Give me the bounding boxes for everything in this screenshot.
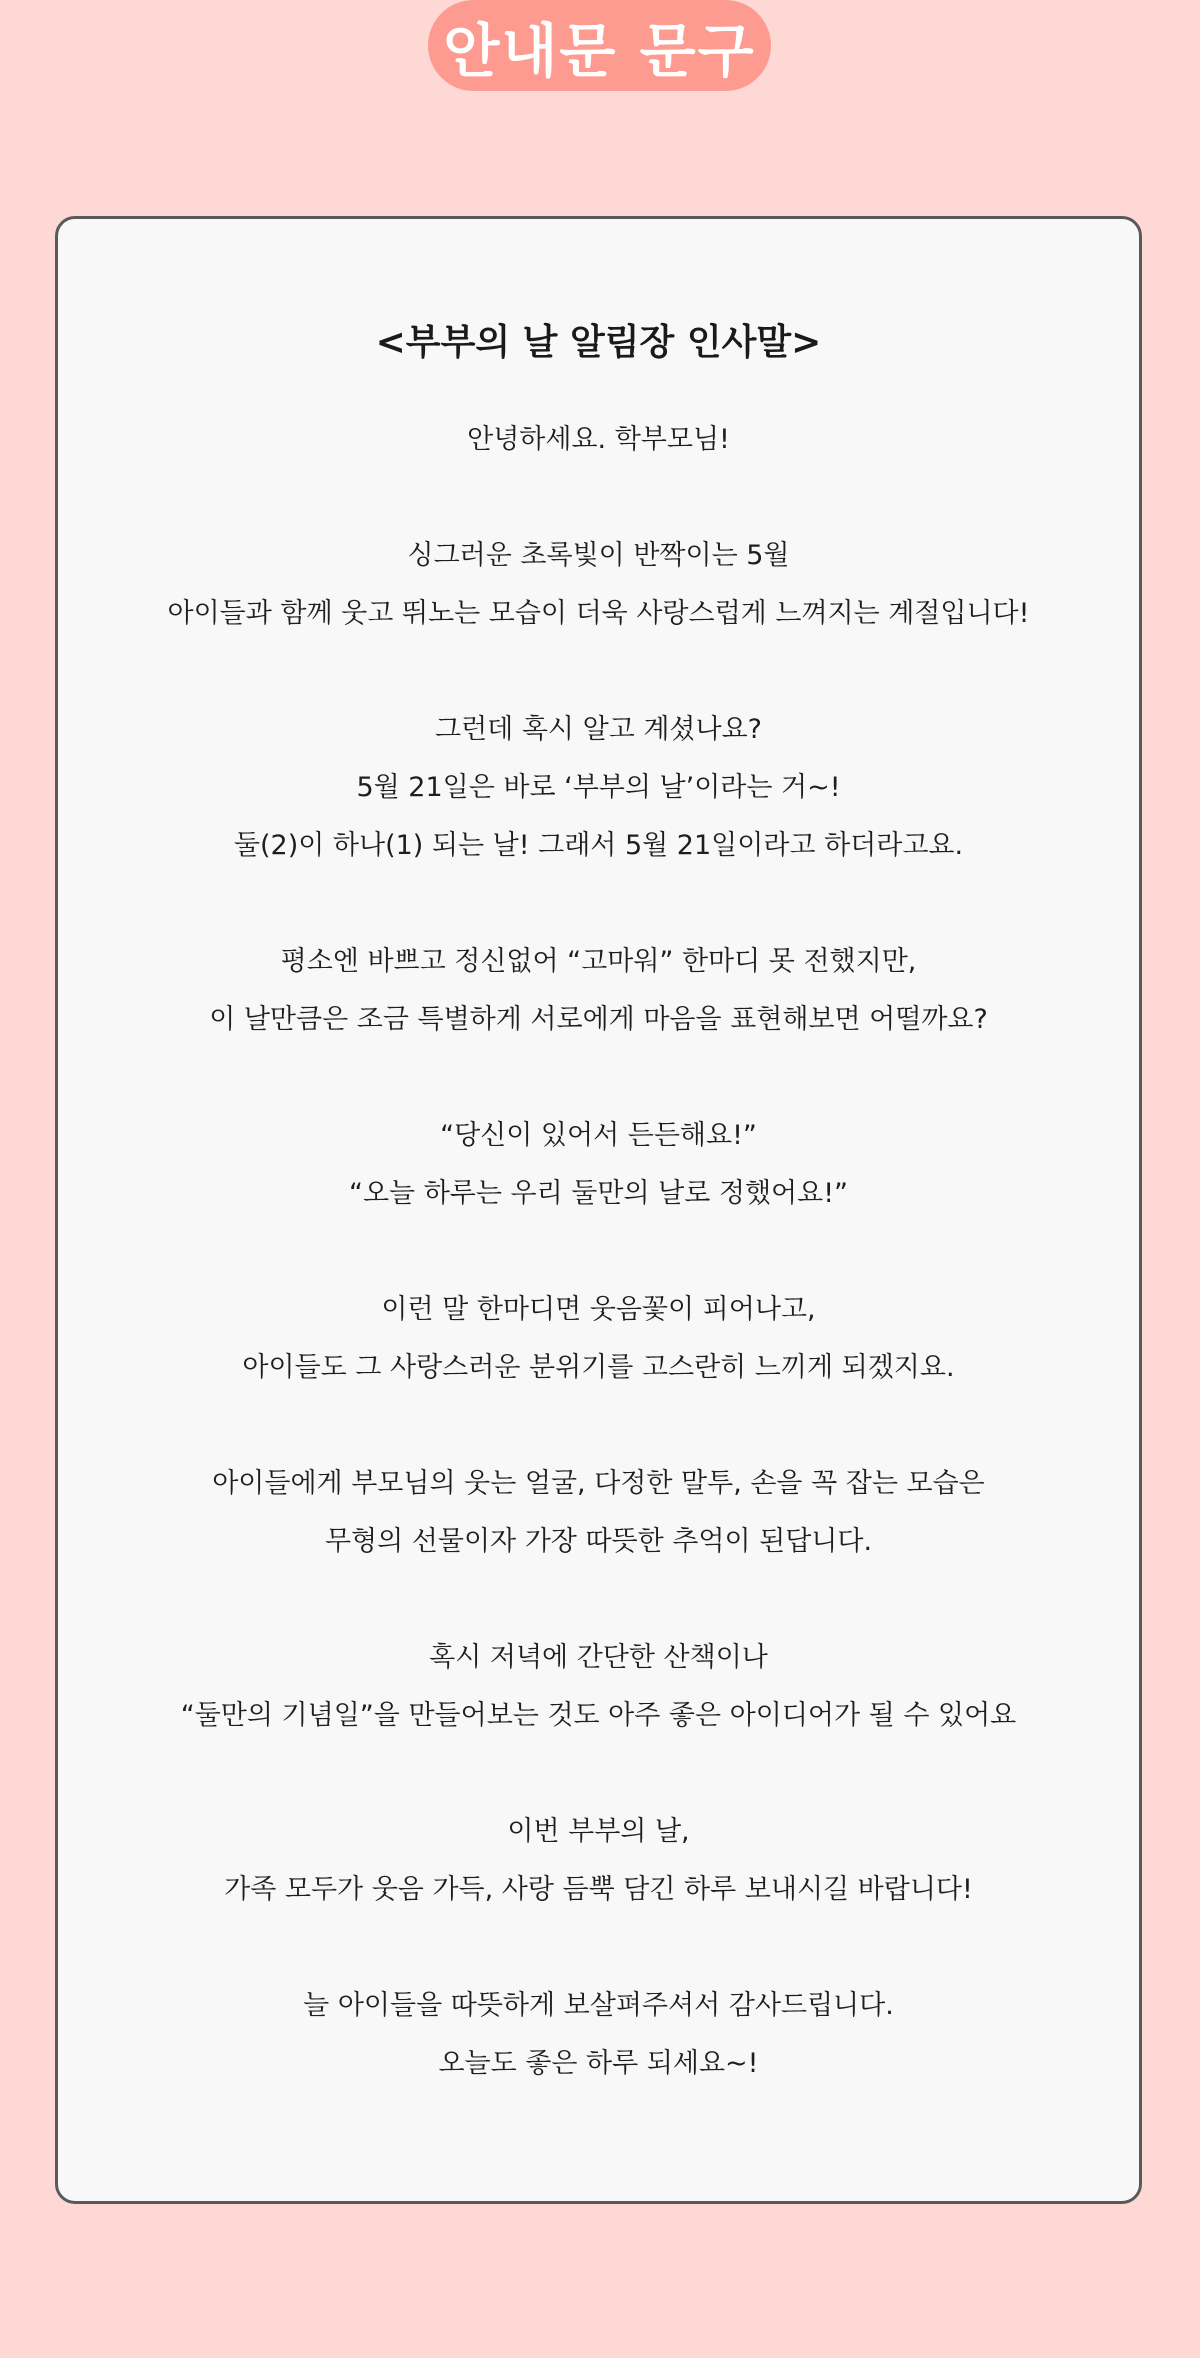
notice-line: 가족 모두가 웃음 가득, 사랑 듬뿍 담긴 하루 보내시길 바랍니다! xyxy=(224,1874,973,1905)
notice-line: 아이들과 함께 웃고 뛰노는 모습이 더욱 사랑스럽게 느껴지는 계절입니다! xyxy=(167,598,1030,629)
paragraph-gap xyxy=(58,1397,1139,1455)
notice-line: 이 날만큼은 조금 특별하게 서로에게 마음을 표현해보면 어떨까요? xyxy=(209,1004,988,1035)
notice-line: 싱그러운 초록빛이 반짝이는 5월 xyxy=(407,540,790,571)
notice-line: 안녕하세요. 학부모님! xyxy=(467,424,730,455)
notice-line: 아이들에게 부모님의 웃는 얼굴, 다정한 말투, 손을 꼭 잡는 모습은 xyxy=(212,1468,985,1499)
notice-line: 혹시 저녁에 간단한 산책이나 xyxy=(429,1642,768,1673)
notice-line: 늘 아이들을 따뜻하게 보살펴주셔서 감사드립니다. xyxy=(303,1990,894,2021)
notice-line: 무형의 선물이자 가장 따뜻한 추억이 된답니다. xyxy=(324,1526,873,1557)
paragraph-gap xyxy=(58,1571,1139,1629)
notice-line: 그런데 혹시 알고 계셨나요? xyxy=(435,714,762,745)
notice-line: 이번 부부의 날, xyxy=(507,1816,690,1847)
notice-title: <부부의 날 알림장 인사말> xyxy=(375,322,822,363)
paragraph-gap xyxy=(58,469,1139,527)
notice-line: 이런 말 한마디면 웃음꽃이 피어나고, xyxy=(381,1294,816,1325)
header-title: 안내문 문구 xyxy=(443,16,756,85)
paragraph-gap xyxy=(58,875,1139,933)
notice-line: “당신이 있어서 든든해요!” xyxy=(440,1120,757,1151)
notice-body xyxy=(58,411,1139,2093)
notice-line: 평소엔 바쁘고 정신없어 “고마워” 한마디 못 전했지만, xyxy=(280,946,917,977)
notice-line: “오늘 하루는 우리 둘만의 날로 정했어요!” xyxy=(348,1178,849,1209)
paragraph-gap xyxy=(58,643,1139,701)
notice-line: 5월 21일은 바로 ‘부부의 날’이라는 거~! xyxy=(356,772,841,803)
paragraph-gap xyxy=(58,1223,1139,1281)
header-title-badge xyxy=(428,0,771,91)
notice-line: 둘(2)이 하나(1) 되는 날! 그래서 5월 21일이라고 하더라고요. xyxy=(233,830,964,861)
notice-card xyxy=(55,216,1142,2204)
paragraph-gap xyxy=(58,1745,1139,1803)
notice-line: 아이들도 그 사랑스러운 분위기를 고스란히 느끼게 되겠지요. xyxy=(242,1352,955,1383)
notice-line: “둘만의 기념일”을 만들어보는 것도 아주 좋은 아이디어가 될 수 있어요 xyxy=(180,1700,1017,1731)
paragraph-gap xyxy=(58,1049,1139,1107)
paragraph-gap xyxy=(58,1919,1139,1977)
notice-line: 오늘도 좋은 하루 되세요~! xyxy=(438,2048,759,2079)
